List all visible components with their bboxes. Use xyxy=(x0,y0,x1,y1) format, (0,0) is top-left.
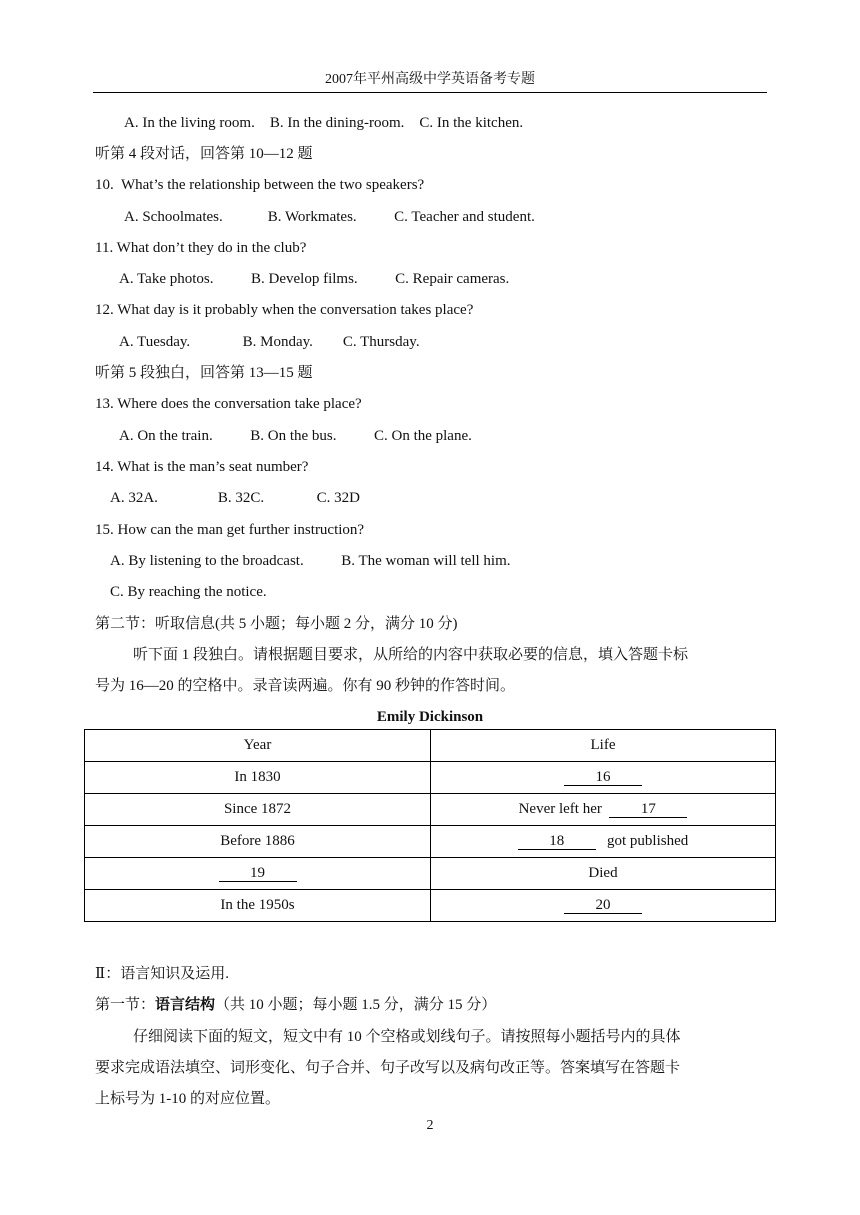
section-instruction-5: 听第 5 段独白，回答第 13—15 题 xyxy=(95,365,313,381)
question-12: 12. What day is it probably when the conversation takes place? xyxy=(95,302,474,318)
section2-heading: Ⅱ：语言知识及运用. xyxy=(95,966,229,982)
section-instruction-4: 听第 4 段对话，回答第 10—12 题 xyxy=(95,146,313,162)
table-title: Emily Dickinson xyxy=(376,709,484,725)
q15-options-ab: A. By listening to the broadcast. B. The woman will tell him. xyxy=(110,553,511,569)
table-row xyxy=(85,858,776,890)
q9-options: A. In the living room. B. In the dining-room. C. In the kitchen. xyxy=(124,115,524,131)
cell-year: In 1830 xyxy=(85,762,431,794)
header-rule xyxy=(93,92,767,93)
answer-blank-19: 19 xyxy=(219,865,297,882)
question-11: 11. What don’t they do in the club? xyxy=(95,240,307,256)
question-13: 13. Where does the conversation take place? xyxy=(95,396,362,412)
answer-blank-18: 18 xyxy=(518,833,596,850)
q13-options: A. On the train. B. On the bus. C. On the plane. xyxy=(119,428,472,444)
q12-options: A. Tuesday. B. Monday. C. Thursday. xyxy=(119,334,420,350)
section2-para-line1: 仔细阅读下面的短文，短文中有 10 个空格或划线句子。请按照每小题括号内的具体 xyxy=(133,1029,681,1045)
life-text: got published xyxy=(607,833,689,849)
section2-subheading xyxy=(95,995,496,1015)
question-15: 15. How can the man get further instruction? xyxy=(95,522,365,538)
table-row xyxy=(85,762,776,794)
page-header: 2007年平州高级中学英语备考专题 xyxy=(325,72,535,87)
cell-year: Since 1872 xyxy=(85,794,431,826)
table-row xyxy=(85,826,776,858)
cell-year: In the 1950s xyxy=(85,890,431,922)
subheading-bold: 语言结构 xyxy=(155,997,216,1013)
part2-instruction-line1: 听下面 1 段独白。请根据题目要求，从所给的内容中获取必要的信息，填入答题卡标 xyxy=(133,647,689,663)
cell-life: Died xyxy=(431,858,776,890)
section2-para-line2: 要求完成语法填空、词形变化、句子合并、句子改写以及病句改正等。答案填写在答题卡 xyxy=(95,1060,681,1076)
table-row xyxy=(85,730,776,762)
header-year: Year xyxy=(85,730,431,762)
cell-life xyxy=(431,762,776,794)
q11-options: A. Take photos. B. Develop films. C. Repair cameras. xyxy=(119,271,510,287)
table-row xyxy=(85,794,776,826)
part2-instruction-line2: 号为 16—20 的空格中。录音读两遍。你有 90 秒钟的作答时间。 xyxy=(95,678,516,694)
question-10: 10. What’s the relationship between the two speakers? xyxy=(95,177,425,193)
life-text: Never left her xyxy=(518,801,602,817)
header-life: Life xyxy=(431,730,776,762)
table-row xyxy=(85,890,776,922)
cell-life xyxy=(431,794,776,826)
answer-blank-20: 20 xyxy=(564,897,642,914)
page-number: 2 xyxy=(426,1118,434,1133)
subheading-prefix: 第一节： xyxy=(95,997,156,1013)
answer-blank-16: 16 xyxy=(564,769,642,786)
subheading-rest: （共 10 小题；每小题 1.5 分，满分 15 分） xyxy=(215,997,497,1013)
section2-para-line3: 上标号为 1-10 的对应位置。 xyxy=(95,1091,280,1107)
q14-options: A. 32A. B. 32C. C. 32D xyxy=(110,490,361,506)
cell-year: Before 1886 xyxy=(85,826,431,858)
cell-year xyxy=(85,858,431,890)
question-14: 14. What is the man’s seat number? xyxy=(95,459,309,475)
answer-blank-17: 17 xyxy=(609,801,687,818)
info-table xyxy=(84,729,776,922)
part2-heading: 第二节：听取信息(共 5 小题；每小题 2 分，满分 10 分) xyxy=(95,616,458,632)
cell-life xyxy=(431,890,776,922)
q15-option-c: C. By reaching the notice. xyxy=(110,584,267,600)
q10-options: A. Schoolmates. B. Workmates. C. Teacher and student. xyxy=(124,209,535,225)
cell-life xyxy=(431,826,776,858)
